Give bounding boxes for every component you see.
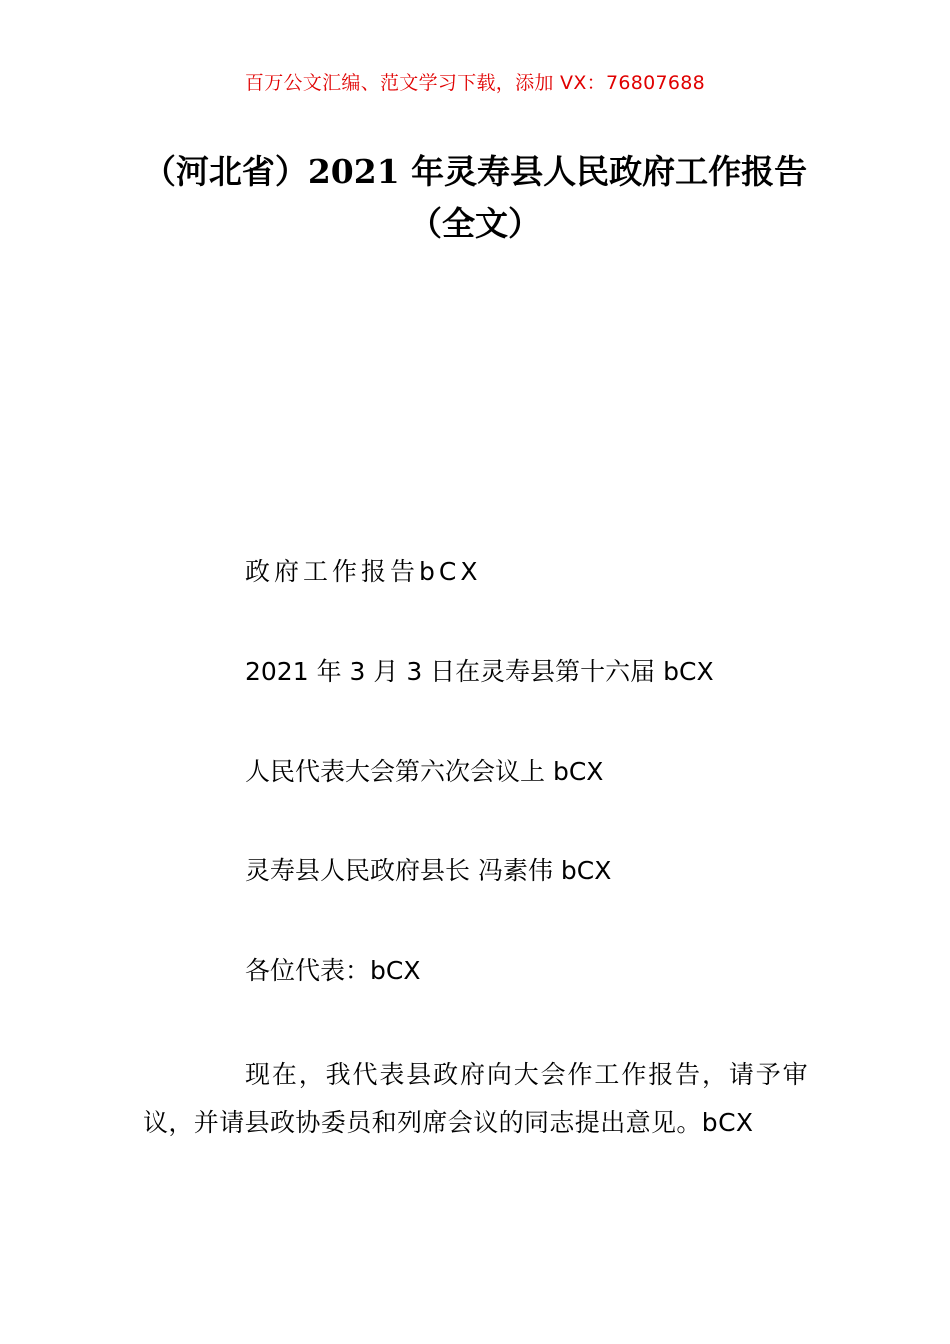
report-heading-line: 政府工作报告bCX (245, 557, 482, 586)
report-author-line: 灵寿县人民政府县长 冯素伟 bCX (245, 856, 612, 885)
body-paragraph: 现在，我代表县政府向大会作工作报告，请予审议，并请县政协委员和列席会议的同志提出意见。bCX (143, 1060, 808, 1137)
report-date-line: 2021 年 3 月 3 日在灵寿县第十六届 bCX (245, 657, 714, 686)
report-meeting-line: 人民代表大会第六次会议上 bCX (245, 757, 604, 786)
document-title: （河北省）2021 年灵寿县人民政府工作报告（全文） (142, 152, 808, 243)
salutation-line: 各位代表：bCX (245, 956, 421, 985)
header-note: 百万公文汇编、范文学习下载，添加 VX：76807688 (244, 72, 706, 94)
